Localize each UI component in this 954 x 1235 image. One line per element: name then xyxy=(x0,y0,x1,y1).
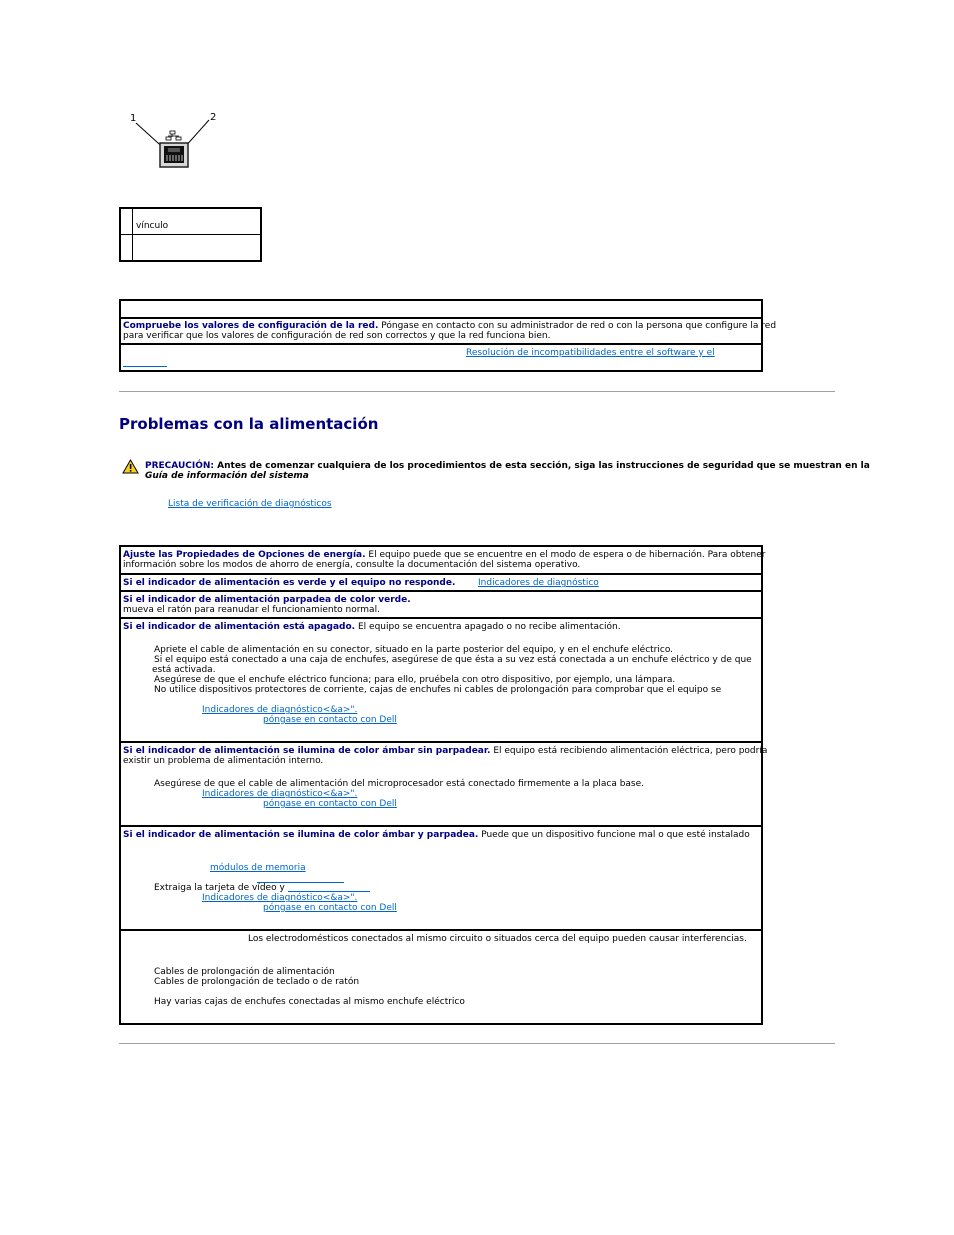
list-item: Asegúrese de que el cable de alimentación del microprocesador está conectado firmemente a la placa base. xyxy=(154,779,645,789)
link-underline xyxy=(288,891,370,892)
diagnostic-lights-link[interactable]: Indicadores de diagnóstico<&a>". xyxy=(202,893,358,903)
green-blinking-text: mueva el ratón para reanudar el funcionamiento normal. xyxy=(123,605,380,615)
interference-row: Los electrodomésticos conectados al mismo circuito o situados cerca del equipo pueden causar interferencias. xyxy=(248,934,747,944)
table-divider xyxy=(120,825,762,827)
amber-steady-row: Si el indicador de alimentación se ilumina de color ámbar sin parpadear. El equipo está recibiendo alimentación eléctrica, pero podría xyxy=(123,746,768,756)
legend-link-label: vínculo xyxy=(136,221,169,231)
network-connector-diagram xyxy=(125,110,220,175)
legend-divider xyxy=(120,234,261,235)
green-no-response-row: Si el indicador de alimentación es verde y el equipo no responde. xyxy=(123,578,456,588)
diagnostics-checklist-link[interactable]: Lista de verificación de diagnósticos xyxy=(168,499,332,509)
list-item: Extraiga la tarjeta de vídeo y xyxy=(154,883,285,893)
caution-guide: Guía de información del sistema xyxy=(145,471,309,481)
power-options-row-cont: información sobre los modos de ahorro de energía, consulte la documentación del sistema operativo. xyxy=(123,560,581,570)
network-check-row-cont: para verificar que los valores de configuración de red son correctos y que la red funciona bien. xyxy=(123,331,551,341)
table-divider xyxy=(120,617,762,619)
table-divider xyxy=(120,741,762,743)
callout-2: 2 xyxy=(210,112,217,123)
callout-1: 1 xyxy=(130,113,137,124)
link-underline xyxy=(123,366,167,367)
section-rule xyxy=(119,1043,835,1044)
list-item: No utilice dispositivos protectores de corriente, cajas de enchufes ni cables de prolongación para comprobar que el equipo se xyxy=(154,685,722,695)
list-item: Cables de prolongación de teclado o de ratón xyxy=(154,977,360,987)
list-item: Apriete el cable de alimentación en su conector, situado en la parte posterior del equipo, y en el enchufe eléctrico. xyxy=(154,645,674,655)
diagnostic-lights-link[interactable]: Indicadores de diagnóstico<&a>". xyxy=(202,705,358,715)
section-rule xyxy=(119,391,835,392)
table-divider xyxy=(120,317,762,319)
amber-blinking-row: Si el indicador de alimentación se ilumina de color ámbar y parpadea. Puede que un dispositivo funcione mal o que esté instalado xyxy=(123,830,750,840)
software-incompatibility-link[interactable]: Resolución de incompatibilidades entre el software y el xyxy=(466,348,715,358)
table-divider xyxy=(120,343,762,345)
table-divider xyxy=(120,590,762,592)
amber-steady-row-cont: existir un problema de alimentación interno. xyxy=(123,756,324,766)
contact-dell-link[interactable]: póngase en contacto con Dell xyxy=(263,903,397,913)
contact-dell-link[interactable]: póngase en contacto con Dell xyxy=(263,715,397,725)
caution-text: PRECAUCIÓN: Antes de comenzar cualquiera de los procedimientos de esta sección, siga las instrucciones de seguridad que se muestran en la xyxy=(145,461,870,471)
list-item: Cables de prolongación de alimentación xyxy=(154,967,335,977)
power-options-row: Ajuste las Propiedades de Opciones de energía. El equipo puede que se encuentre en el modo de espera o de hibernación. Para obtener xyxy=(123,550,766,560)
network-connector-icon xyxy=(125,110,220,175)
diagnostic-lights-link[interactable]: Indicadores de diagnóstico<&a>". xyxy=(202,789,358,799)
section-title: Problemas con la alimentación xyxy=(119,415,379,433)
green-blinking-row: Si el indicador de alimentación parpadea de color verde. xyxy=(123,595,411,605)
list-item: está activada. xyxy=(152,665,216,675)
list-item: Hay varias cajas de enchufes conectadas al mismo enchufe eléctrico xyxy=(154,997,465,1007)
power-off-row: Si el indicador de alimentación está apagado. El equipo se encuentra apagado o no recibe alimentación. xyxy=(123,622,621,632)
warning-icon xyxy=(122,459,139,474)
memory-modules-link[interactable]: módulos de memoria xyxy=(210,863,306,873)
contact-dell-link[interactable]: póngase en contacto con Dell xyxy=(263,799,397,809)
diagnostic-lights-link[interactable]: Indicadores de diagnóstico xyxy=(478,578,599,588)
table-divider xyxy=(120,573,762,575)
network-check-row: Compruebe los valores de configuración de la red. Póngase en contacto con su administrador de red o con la persona que configure la red xyxy=(123,321,777,331)
table-divider xyxy=(120,929,762,931)
list-item: Asegúrese de que el enchufe eléctrico funciona; para ello, pruébela con otro dispositivo, por ejemplo, una lámpara. xyxy=(154,675,676,685)
list-item: Si el equipo está conectado a una caja de enchufes, asegúrese de que ésta a su vez está conectada a un enchufe eléctrico y de que xyxy=(154,655,752,665)
